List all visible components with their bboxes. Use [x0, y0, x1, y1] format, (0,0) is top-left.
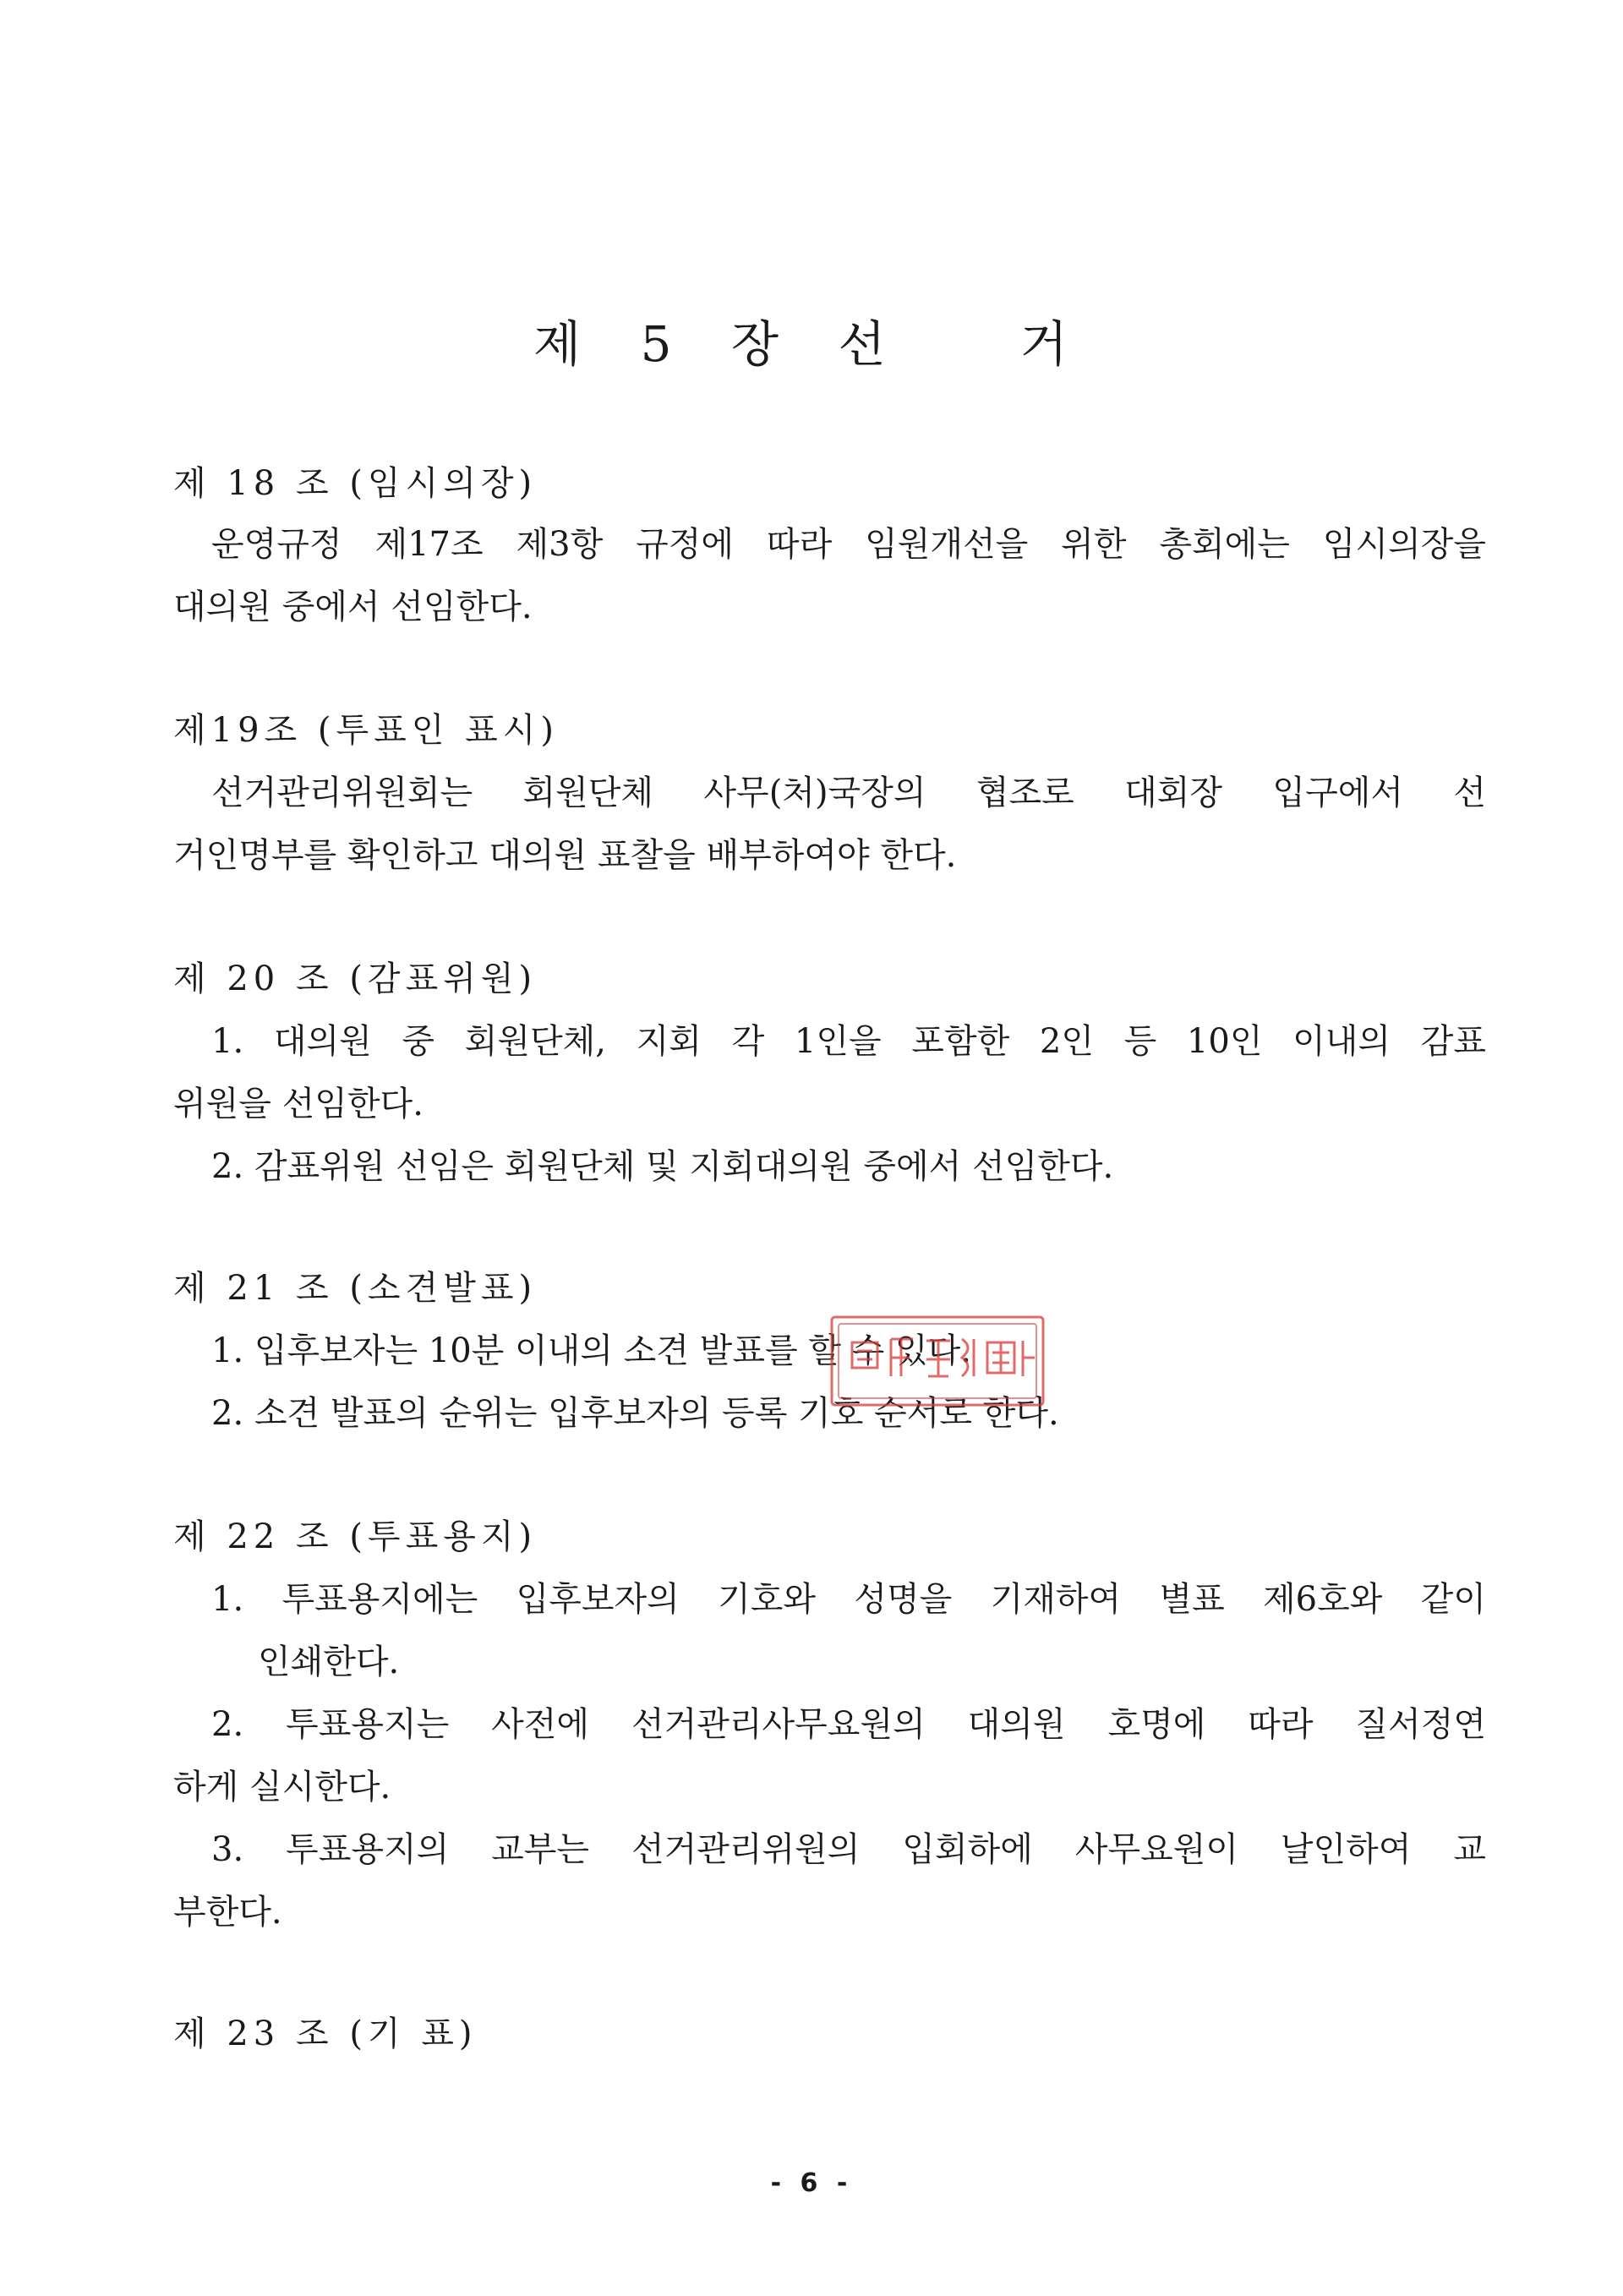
- article-20-item-1-line-2: 위원을 선임한다.: [173, 1085, 424, 1123]
- article-19-heading: 제19조 (투표인 표시): [173, 711, 560, 750]
- article-18-line-2: 대의원 중에서 선임한다.: [173, 588, 533, 626]
- article-21-item-1: 1. 입후보자는 10분 이내의 소견 발표를 할 수 있다.: [211, 1331, 972, 1370]
- article-22-item-1-line-1: 1. 투표용지에는 입후보자의 기호와 성명을 기재하여 별표 제6호와 같이: [211, 1580, 1486, 1619]
- article-19-line-2: 거인명부를 확인하고 대의원 표찰을 배부하여야 한다.: [173, 836, 957, 875]
- article-22-heading: 제 22 조 (투표용지): [173, 1517, 538, 1556]
- article-20-item-2: 2. 감표위원 선임은 회원단체 및 지회대의원 중에서 선임한다.: [211, 1147, 1114, 1186]
- article-22-item-3-line-2: 부한다.: [173, 1893, 282, 1932]
- article-22-item-3-line-1: 3. 투표용지의 교부는 선거관리위원의 입회하에 사무요원이 날인하여 교: [211, 1830, 1486, 1869]
- article-20-item-1-line-1: 1. 대의원 중 회원단체, 지회 각 1인을 포함한 2인 등 10인 이내의 감표: [211, 1022, 1486, 1061]
- article-21-item-2: 2. 소견 발표의 순위는 입후보자의 등록 기호 순서로 한다.: [211, 1394, 1059, 1433]
- article-18-line-1: 운영규정 제17조 제3항 규정에 따라 임원개선을 위한 총회에는 임시의장을: [211, 525, 1486, 564]
- article-21-heading: 제 21 조 (소견발표): [173, 1269, 538, 1308]
- article-23-heading: 제 23 조 (기 표): [173, 2014, 478, 2053]
- article-22-item-2-line-1: 2. 투표용지는 사전에 선거관리사무요원의 대의원 호명에 따라 질서정연: [211, 1705, 1486, 1744]
- page-number: - 6 -: [770, 2168, 853, 2198]
- article-22-item-2-line-2: 하게 실시한다.: [173, 1768, 391, 1807]
- chapter-title: 제 5 장 선 거: [533, 315, 1090, 373]
- article-19-line-1: 선거관리위원회는 회원단체 사무(처)국장의 협조로 대회장 입구에서 선: [211, 774, 1486, 812]
- article-20-heading: 제 20 조 (감표위원): [173, 959, 538, 998]
- article-18-heading: 제 18 조 (임시의장): [173, 464, 538, 503]
- article-22-item-1-line-2: 인쇄한다.: [258, 1643, 400, 1681]
